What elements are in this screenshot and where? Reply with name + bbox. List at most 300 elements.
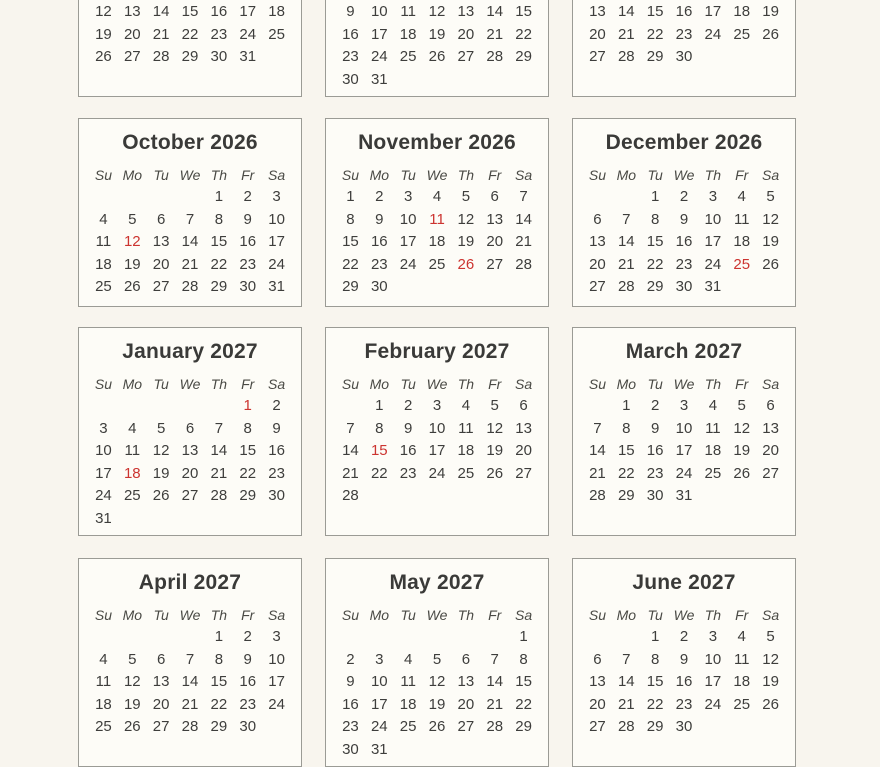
date-cell: 8 xyxy=(214,650,224,668)
date-cell: 13 xyxy=(589,3,606,20)
weekday-label: Mo xyxy=(616,376,637,392)
date-cell: 22 xyxy=(646,255,664,273)
date-cell: 26 xyxy=(123,718,141,735)
date-cell: 14 xyxy=(617,233,635,250)
date-cell: 31 xyxy=(704,278,722,295)
date-cell: 29 xyxy=(646,48,664,65)
weekday-header-row xyxy=(79,373,301,395)
weekday-label: Fr xyxy=(488,376,502,392)
date-cell: 12 xyxy=(733,419,751,437)
weekday-header-row xyxy=(573,604,795,626)
date-cell: 20 xyxy=(457,695,475,713)
date-cell: 16 xyxy=(239,673,257,690)
weekday-label: Sa xyxy=(762,376,780,392)
week-row xyxy=(79,418,301,441)
week-row xyxy=(79,440,301,463)
date-cell-holiday: 15 xyxy=(370,442,388,459)
week-row xyxy=(326,694,548,717)
date-cell: 29 xyxy=(181,48,199,65)
date-cell: 8 xyxy=(346,210,355,228)
date-cell: 1 xyxy=(346,188,355,205)
date-cell: 14 xyxy=(589,442,606,459)
date-cell: 21 xyxy=(210,464,228,482)
weekday-label: Th xyxy=(704,376,722,392)
date-cell xyxy=(147,186,176,209)
date-cell: 2 xyxy=(243,628,252,645)
date-cell-holiday: 12 xyxy=(123,233,141,250)
date-cell: 16 xyxy=(239,233,257,250)
date-cell: 10 xyxy=(399,210,417,228)
date-cell: 18 xyxy=(704,442,722,459)
date-cell: 8 xyxy=(650,210,660,228)
date-cell: 17 xyxy=(268,233,285,250)
calendar-row-4 xyxy=(78,558,796,767)
weekday-label: We xyxy=(673,167,695,183)
date-cell: 24 xyxy=(268,255,285,273)
date-cell: 28 xyxy=(515,255,532,273)
date-cell: 7 xyxy=(593,419,602,437)
date-cell: 9 xyxy=(346,673,355,690)
date-cell: 8 xyxy=(214,210,224,228)
date-cell: 25 xyxy=(733,695,751,713)
weekday-label: Th xyxy=(210,167,228,183)
date-cell: 15 xyxy=(617,442,635,459)
date-cell: 6 xyxy=(461,650,471,668)
date-cell: 22 xyxy=(181,25,199,43)
date-cell: 25 xyxy=(95,278,112,295)
date-cell: 1 xyxy=(622,397,631,414)
date-cell: 15 xyxy=(646,3,664,20)
date-cell: 7 xyxy=(346,419,355,437)
date-cell: 27 xyxy=(589,718,606,735)
date-cell: 28 xyxy=(181,278,199,295)
date-cell: 9 xyxy=(375,210,384,228)
month-card xyxy=(78,0,302,97)
date-cell: 16 xyxy=(399,442,417,459)
date-cell xyxy=(204,395,233,418)
date-cell-holiday: 18 xyxy=(123,464,141,482)
week-row xyxy=(573,254,795,277)
week-row xyxy=(573,694,795,717)
date-cell xyxy=(147,626,176,649)
date-cell: 23 xyxy=(239,255,257,273)
date-cell-holiday: 25 xyxy=(733,255,751,273)
date-cell: 24 xyxy=(95,487,112,504)
date-cell: 16 xyxy=(675,673,693,690)
weekday-header-row xyxy=(326,164,548,186)
date-cell: 29 xyxy=(342,278,359,295)
month-card xyxy=(572,327,796,536)
date-cell: 10 xyxy=(428,419,446,437)
date-cell: 13 xyxy=(762,419,779,437)
date-cell: 4 xyxy=(737,188,746,205)
date-cell xyxy=(451,69,480,92)
week-row xyxy=(326,440,548,463)
date-cell: 20 xyxy=(181,464,199,482)
date-cell: 13 xyxy=(123,3,141,20)
date-cell: 1 xyxy=(214,188,224,205)
date-cell: 30 xyxy=(342,70,359,88)
month-card xyxy=(325,0,549,97)
date-cell: 15 xyxy=(646,233,664,250)
date-cell: 29 xyxy=(239,487,257,504)
date-cell: 4 xyxy=(432,188,442,205)
date-cell: 24 xyxy=(370,718,388,735)
date-cell: 13 xyxy=(152,233,170,250)
date-cell xyxy=(423,276,452,299)
date-cell: 29 xyxy=(646,718,664,735)
date-cell: 27 xyxy=(123,48,141,65)
date-cell: 17 xyxy=(675,442,693,459)
week-row xyxy=(326,395,548,418)
date-cell: 24 xyxy=(370,48,388,65)
weekday-label: Th xyxy=(210,607,228,623)
date-cell: 20 xyxy=(762,442,779,459)
week-row xyxy=(573,231,795,254)
date-cell: 4 xyxy=(99,650,108,668)
weekday-header-row xyxy=(573,164,795,186)
month-card xyxy=(325,558,549,767)
date-cell: 28 xyxy=(342,487,359,504)
weekday-label: Mo xyxy=(616,167,637,183)
date-cell: 14 xyxy=(617,673,635,690)
date-cell: 23 xyxy=(239,695,257,713)
date-cell: 11 xyxy=(400,3,416,20)
date-cell: 1 xyxy=(650,628,660,645)
date-cell: 20 xyxy=(515,442,532,459)
week-row xyxy=(79,186,301,209)
date-cell: 22 xyxy=(370,464,388,482)
date-cell: 24 xyxy=(675,464,693,482)
date-cell: 26 xyxy=(123,278,141,295)
date-cell: 12 xyxy=(95,3,112,20)
month-card xyxy=(78,118,302,307)
date-cell: 14 xyxy=(515,210,532,228)
date-cell: 17 xyxy=(268,673,285,690)
week-row xyxy=(326,69,548,92)
date-cell xyxy=(336,626,365,649)
date-cell: 4 xyxy=(737,628,746,645)
date-cell: 21 xyxy=(515,233,532,250)
date-cell: 24 xyxy=(399,255,417,273)
date-cell xyxy=(480,69,509,92)
date-cell: 26 xyxy=(733,464,751,482)
date-cell: 1 xyxy=(650,188,660,205)
date-cell: 22 xyxy=(515,695,532,713)
weekday-label: Tu xyxy=(400,607,416,623)
weekday-header-row xyxy=(573,373,795,395)
date-cell: 31 xyxy=(268,278,285,295)
date-cell: 23 xyxy=(675,25,693,43)
date-cell: 19 xyxy=(152,464,170,482)
date-cell: 24 xyxy=(428,464,446,482)
date-cell: 15 xyxy=(181,3,199,20)
date-cell: 15 xyxy=(342,233,359,250)
week-row xyxy=(573,46,795,69)
date-cell: 26 xyxy=(428,718,446,735)
date-cell: 27 xyxy=(152,278,170,295)
date-cell: 31 xyxy=(370,70,388,88)
weekday-label: Mo xyxy=(122,167,143,183)
date-cell: 31 xyxy=(370,740,388,758)
date-cell xyxy=(509,276,538,299)
date-cell: 6 xyxy=(156,650,166,668)
date-cell: 5 xyxy=(128,650,137,668)
week-row xyxy=(79,276,301,299)
weekday-label: Sa xyxy=(515,167,533,183)
weekday-header-row xyxy=(326,373,548,395)
date-cell: 20 xyxy=(589,255,606,273)
week-row xyxy=(79,508,301,531)
date-cell: 25 xyxy=(123,487,141,504)
weekday-label: Su xyxy=(588,167,606,183)
date-cell: 8 xyxy=(519,650,528,668)
date-cell: 18 xyxy=(268,3,285,20)
date-cell: 25 xyxy=(399,48,417,65)
date-cell xyxy=(176,508,205,531)
date-cell xyxy=(480,276,509,299)
weekday-header-row xyxy=(79,604,301,626)
date-cell: 21 xyxy=(617,255,635,273)
week-row xyxy=(79,1,301,24)
date-cell: 5 xyxy=(766,628,775,645)
month-title: October 2026 xyxy=(122,131,258,154)
date-cell: 12 xyxy=(152,442,170,459)
date-cell xyxy=(176,186,205,209)
date-cell: 24 xyxy=(239,25,257,43)
week-row xyxy=(573,418,795,441)
date-cell: 13 xyxy=(486,210,504,228)
date-cell xyxy=(509,485,538,508)
date-cell: 16 xyxy=(675,3,693,20)
date-cell xyxy=(756,46,785,69)
month-card xyxy=(572,558,796,767)
date-cell: 10 xyxy=(268,650,285,668)
date-cell xyxy=(451,485,480,508)
date-cell xyxy=(89,626,118,649)
date-cell: 30 xyxy=(239,278,257,295)
date-cell: 24 xyxy=(268,695,285,713)
date-cell: 19 xyxy=(95,25,112,43)
date-cell: 16 xyxy=(342,25,359,43)
date-cell: 29 xyxy=(617,487,635,504)
week-row xyxy=(326,739,548,762)
calendar-row-2 xyxy=(78,118,796,307)
date-cell: 4 xyxy=(99,210,108,228)
week-row xyxy=(79,626,301,649)
date-cell-holiday: 26 xyxy=(457,255,475,273)
date-cell: 26 xyxy=(152,487,170,504)
date-cell: 19 xyxy=(762,3,779,20)
date-cell: 17 xyxy=(704,673,722,690)
date-cell: 29 xyxy=(646,278,664,295)
date-cell: 24 xyxy=(704,25,722,43)
week-row xyxy=(326,1,548,24)
date-cell xyxy=(451,739,480,762)
weekday-label: Tu xyxy=(153,607,169,623)
date-cell xyxy=(423,485,452,508)
date-cell: 11 xyxy=(705,419,721,437)
weekday-label: Tu xyxy=(153,376,169,392)
date-cell: 27 xyxy=(486,255,504,273)
weekday-label: Mo xyxy=(616,607,637,623)
date-cell: 21 xyxy=(342,464,359,482)
date-cell: 19 xyxy=(762,233,779,250)
date-cell: 29 xyxy=(515,718,532,735)
date-cell: 7 xyxy=(622,650,631,668)
date-cell: 28 xyxy=(486,48,504,65)
week-row xyxy=(326,231,548,254)
date-cell: 14 xyxy=(152,3,170,20)
weekday-label: Tu xyxy=(647,607,663,623)
weekday-label: Mo xyxy=(369,376,390,392)
week-row xyxy=(326,276,548,299)
week-row xyxy=(326,671,548,694)
month-card xyxy=(325,118,549,307)
date-cell: 22 xyxy=(617,464,635,482)
date-cell xyxy=(480,626,509,649)
date-cell: 22 xyxy=(239,464,257,482)
date-cell: 17 xyxy=(428,442,446,459)
weekday-label: Fr xyxy=(735,607,749,623)
weekday-label: Sa xyxy=(268,167,286,183)
date-cell: 27 xyxy=(152,718,170,735)
date-cell: 15 xyxy=(210,673,228,690)
date-cell: 22 xyxy=(210,695,228,713)
weekday-header-row xyxy=(79,164,301,186)
date-cell: 6 xyxy=(593,210,602,228)
week-row xyxy=(79,231,301,254)
date-cell: 23 xyxy=(342,48,359,65)
date-cell: 9 xyxy=(679,650,689,668)
week-row xyxy=(326,418,548,441)
date-cell: 4 xyxy=(128,419,137,437)
date-cell: 30 xyxy=(268,487,285,504)
weekday-label: We xyxy=(179,167,201,183)
weekday-label: Th xyxy=(704,607,722,623)
date-cell: 31 xyxy=(239,48,257,65)
weekday-label: Sa xyxy=(515,376,533,392)
weekday-label: Mo xyxy=(369,607,390,623)
weekday-label: We xyxy=(179,607,201,623)
date-cell: 29 xyxy=(210,718,228,735)
weekday-label: Sa xyxy=(268,376,286,392)
date-cell xyxy=(394,276,423,299)
date-cell: 14 xyxy=(181,233,199,250)
weekday-label: Su xyxy=(588,607,606,623)
date-cell: 26 xyxy=(762,255,779,273)
date-cell xyxy=(118,626,147,649)
date-cell: 6 xyxy=(185,419,195,437)
date-cell: 17 xyxy=(399,233,417,250)
weekday-label: Tu xyxy=(647,167,663,183)
date-cell xyxy=(262,716,291,739)
weekday-label: Mo xyxy=(122,607,143,623)
date-cell: 2 xyxy=(272,397,281,414)
date-cell: 7 xyxy=(622,210,631,228)
date-cell: 9 xyxy=(650,419,660,437)
week-row xyxy=(573,24,795,47)
date-cell: 6 xyxy=(593,650,602,668)
date-cell: 16 xyxy=(210,3,228,20)
date-cell xyxy=(365,626,394,649)
week-row xyxy=(79,24,301,47)
date-cell xyxy=(262,46,291,69)
date-cell xyxy=(727,276,756,299)
week-row xyxy=(79,254,301,277)
date-cell: 13 xyxy=(457,3,475,20)
date-cell xyxy=(451,626,480,649)
date-cell: 29 xyxy=(210,278,228,295)
date-cell: 3 xyxy=(272,628,281,645)
calendar-row-1 xyxy=(78,0,796,97)
date-cell: 27 xyxy=(589,278,606,295)
date-cell: 15 xyxy=(515,3,532,20)
date-cell: 21 xyxy=(486,25,504,43)
date-cell xyxy=(394,485,423,508)
date-cell xyxy=(756,485,785,508)
date-cell: 9 xyxy=(346,3,355,20)
date-cell: 21 xyxy=(617,25,635,43)
date-cell xyxy=(394,626,423,649)
date-cell: 15 xyxy=(239,442,257,459)
date-cell: 17 xyxy=(239,3,257,20)
date-cell xyxy=(509,739,538,762)
date-cell: 25 xyxy=(268,25,285,43)
date-cell: 6 xyxy=(156,210,166,228)
date-cell: 27 xyxy=(457,48,475,65)
week-row xyxy=(573,626,795,649)
date-cell: 30 xyxy=(675,48,693,65)
date-cell xyxy=(233,508,262,531)
date-cell: 19 xyxy=(457,233,475,250)
date-cell: 16 xyxy=(646,442,664,459)
date-cell: 2 xyxy=(346,650,355,668)
date-cell: 19 xyxy=(123,695,141,713)
date-cell: 11 xyxy=(95,673,112,690)
date-cell xyxy=(698,485,727,508)
week-row xyxy=(573,671,795,694)
date-cell xyxy=(727,46,756,69)
date-cell xyxy=(423,626,452,649)
date-cell xyxy=(394,69,423,92)
weekday-label: Su xyxy=(94,167,112,183)
date-cell: 22 xyxy=(515,25,532,43)
date-cell: 9 xyxy=(679,210,689,228)
date-cell: 8 xyxy=(650,650,660,668)
date-cell: 27 xyxy=(762,464,779,482)
date-cell xyxy=(612,186,641,209)
date-cell: 19 xyxy=(733,442,751,459)
week-row xyxy=(573,463,795,486)
date-cell: 28 xyxy=(210,487,228,504)
weekday-label: Tu xyxy=(647,376,663,392)
month-card xyxy=(572,0,796,97)
weekday-label: Su xyxy=(341,167,359,183)
date-cell: 4 xyxy=(708,397,718,414)
weekday-label: We xyxy=(426,607,448,623)
weekday-label: Sa xyxy=(762,167,780,183)
week-row xyxy=(79,463,301,486)
weekday-label: Fr xyxy=(488,167,502,183)
date-cell: 3 xyxy=(272,188,281,205)
date-cell xyxy=(118,508,147,531)
date-cell: 2 xyxy=(650,397,660,414)
date-cell: 5 xyxy=(737,397,746,414)
date-cell: 2 xyxy=(403,397,413,414)
date-cell: 10 xyxy=(268,210,285,228)
week-row xyxy=(326,209,548,232)
